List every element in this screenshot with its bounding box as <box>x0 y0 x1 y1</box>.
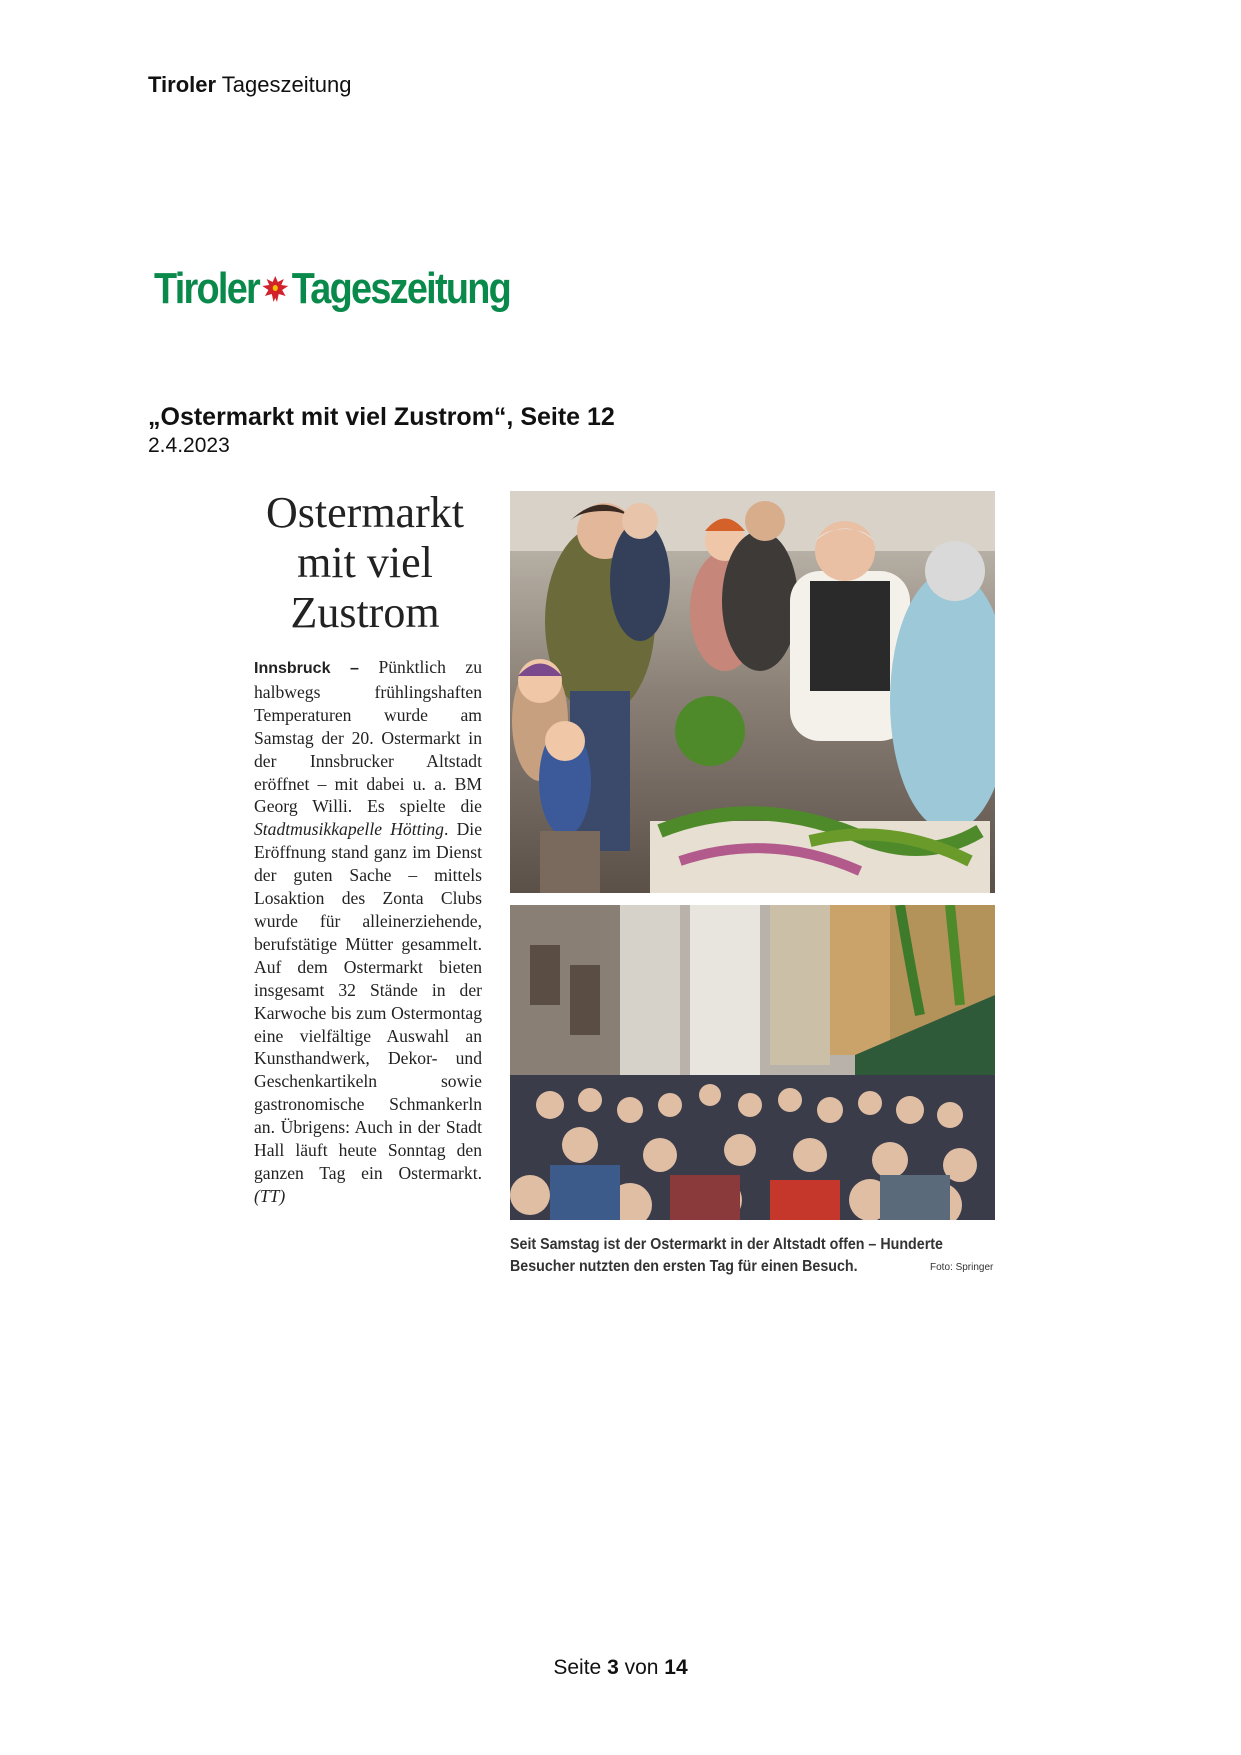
page-footer <box>0 1656 1241 1680</box>
headline-line-3: Zustrom <box>290 588 440 637</box>
body-italic-2: (TT) <box>254 1185 286 1206</box>
photo-crowd-altstadt <box>510 905 995 1220</box>
article-title: „Ostermarkt mit viel Zustrom“, Seite 12 <box>148 403 615 431</box>
footer-prefix: Seite <box>553 1656 602 1679</box>
logo-left-word: Tiroler <box>154 264 260 313</box>
body-part-2: . Die Eröffnung stand ganz im Dienst der guten Sache – mittels Losaktion des Zonta Clubs wurde für alleinerziehende, berufstätige Mütter gesammelt. Auf dem Ostermarkt bieten insgesamt 32 Stände in der Karwoche bis zum Ostermontag eine vielfältige Auswahl an Kunsthandwerk, Dekor- und Geschenkartikeln sowie gastronomische Schmankerln an. Übrigens: Auch in der Stadt Hall läuft heute Sonntag den ganzen Tag ein Ostermarkt. <box>254 819 482 1183</box>
newspaper-clipping <box>250 488 1000 1278</box>
article-date: 2.4.2023 <box>148 434 230 457</box>
logo-right-word: Tageszeitung <box>291 264 511 313</box>
clipping-body <box>254 656 482 1208</box>
header-brand-bold: Tiroler <box>148 72 217 97</box>
photo-caption: Seit Samstag ist der Ostermarkt in der Altstadt offen – Hunderte Besucher nutzten den ersten Tag für einen Besuch. <box>510 1236 943 1275</box>
clipping-dateline: Innsbruck – <box>254 660 359 677</box>
footer-page-number: 3 <box>607 1656 619 1679</box>
header-brand-regular: Tageszeitung <box>221 72 352 97</box>
tyrol-eagle-icon <box>261 272 290 306</box>
newspaper-logo <box>154 262 510 316</box>
photo-market-stall <box>510 491 995 893</box>
footer-middle: von <box>624 1656 659 1679</box>
document-header <box>148 72 351 98</box>
footer-total-pages: 14 <box>664 1656 688 1679</box>
body-italic-1: Stadtmusikkapelle Hötting <box>254 819 444 840</box>
headline-line-1: Ostermarkt <box>266 488 464 537</box>
photo-credit: Foto: Springer <box>930 1262 994 1273</box>
body-part-1: Pünktlich zu halbwegs frühlingshaften Temperaturen wurde am Samstag der 20. Ostermarkt in der Innsbrucker Altstadt eröffnet – mit dabei u. a. BM Georg Willi. Es spielte die <box>254 657 482 817</box>
clipping-headline <box>250 488 480 638</box>
headline-line-2: mit viel <box>297 538 433 587</box>
